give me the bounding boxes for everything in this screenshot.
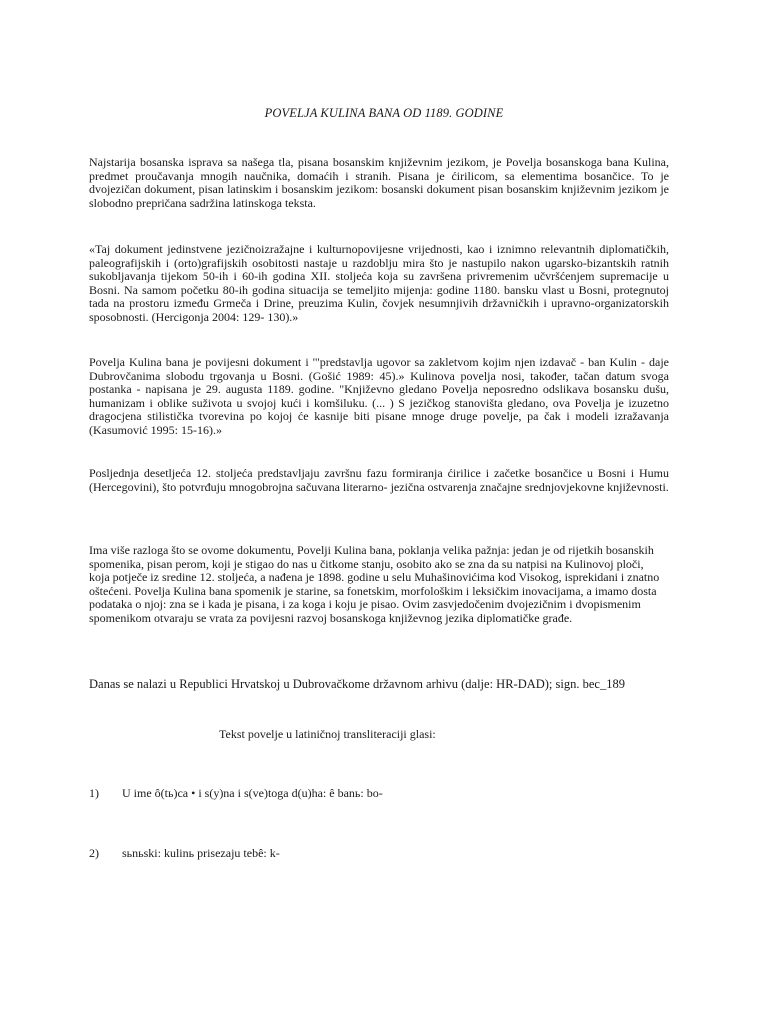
paragraph-quote-hercigonja: «Taj dokument jedinstvene jezičnoizražajne i kulturnopovijesne vrijednosti, kao i iznimno relevantnih diplomatičkih, paleografijskih i (orto)grafijskih osobitosti nastaje u razdoblju mira što je nastupilo nakon ugarsko-bizantskih ratnih sukobljavanja tijekom 50-ih i 60-ih godina XII. stoljeća koja su završena privremenim učvršćenjem supremacije u Bosni. Na samom početku 80-ih godina situacija se temeljito mijenja: godine 1180. bansku vlast u Bosni, protegnutoj tada na prostoru između Grmeča i Drine, preuzima Kulin, čovjek nesumnjivih državničkih i upravno-organizatorskih sposobnosti. (Hercigonja 2004: 129- 130).» [89, 242, 669, 324]
paragraph-razlozi: Ima više razloga što se ovome dokumentu, Povelji Kulina bana, poklanja velika pažnja: jedan je od rijetkih bosanskih spomenika, pisan perom, koji je stigao do nas u čitkome stanju, osobito ako se zna da su natpisi na Kulinovoj ploči, koja potječe iz sredine 12. stoljeća, a nađena je 1898. godine u selu Muhašinovićima kod Visokog, isprekidani i znatno oštećeni. Povelja Kulina bana spomenik je starine, sa fonetskim, morfološkim i leksičkim inovacijama, a imamo dosta podataka o njoj: zna se i kada je pisana, i za koga i koju je pisao. Ovim zasvjedočenim dvojezičnim i dvopismenim spomenikom otvaraju se vrata za povijesni razvoj bosanskoga književnog jezika diplomatičke građe. [89, 543, 660, 625]
transliteration-intro: Tekst povelje u latiničnoj transliteraciji glasi: [219, 727, 436, 741]
transliteration-line [89, 846, 280, 861]
paragraph-povijesni-dokument: Povelja Kulina bana je povijesni dokument i '"predstavlja ugovor sa zakletvom kojim njen izdavač - ban Kulin - daje Dubrovčanima slobodu trgovanja u Bosni. (Gošić 1989: 45).» Kulinova povelja nosi, također, tačan datum svoga postanka - napisana je 29. augusta 1189. godine. "Književno gledano Povelja neposredno odslikava bosansku dušu, humanizam i oblike suživota u svojoj kući i komšiluku. (... ) S jezičkog stanovišta gledano, ova Povelja je izuzetno dragocjena stilistička tvorevina po kojoj će kasnije biti pisane mnoge druge povelje, pa čak i modeli izražavanja (Kasumović 1995: 15-16).» [89, 355, 669, 437]
paragraph-intro: Najstarija bosanska isprava sa našega tla, pisana bosanskim književnim jezikom, je Povelja bosanskoga bana Kulina, predmet proučavanja mnogih naučnika, domaćih i stranih. Pisana je ćirilicom, sa elementima bosančice. To je dvojezičan dokument, pisan latinskim i bosanskim jezikom: bosanski dokument pisan bosanskim književnim jezikom je slobodno prepričana sadržina latinskoga teksta. [89, 155, 669, 210]
transliteration-line [89, 786, 383, 801]
line-number: 1) [89, 786, 99, 800]
paragraph-posljednja-desetljeca: Posljednja desetljeća 12. stoljeća predstavljaju završnu fazu formiranja ćirilice i začetke bosančice u Bosni i Humu (Hercegovini), što potvrđuju mnogobrojna sačuvana literarno- jezična ostvarenja značajne srednjovjekovne književnosti. [89, 466, 669, 494]
line-text: U ime ô(tь)ca • i s(y)na i s(ve)toga d(u)ha: ê banь: bo- [122, 786, 383, 800]
line-text: sьnьski: kulinь prisezaju tebê: k- [122, 846, 280, 860]
document-title: POVELJA KULINA BANA OD 1189. GODINE [264, 106, 504, 120]
paragraph-arhiv: Danas se nalazi u Republici Hrvatskoj u Dubrovačkome državnom arhivu (dalje: HR-DAD); sign. bec_189 [89, 677, 625, 691]
line-number: 2) [89, 846, 99, 860]
